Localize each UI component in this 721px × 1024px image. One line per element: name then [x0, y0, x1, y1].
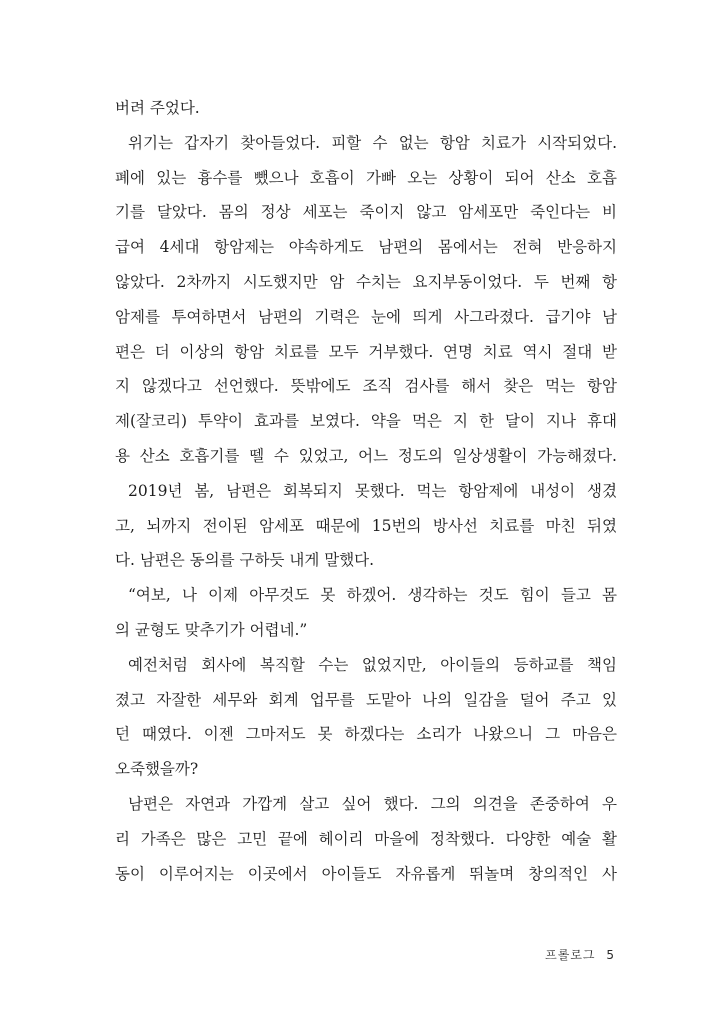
text-line: 다. 남편은 동의를 구하듯 내게 말했다.	[115, 551, 375, 570]
body-text	[115, 91, 617, 891]
text-line: 던 때였다. 이젠 그마저도 못 하겠다는 소리가 나왔으니 그 마음은	[115, 725, 617, 744]
text-line: 2019년 봄, 남편은 회복되지 못했다. 먹는 항암제에 내성이 생겼	[128, 481, 617, 500]
text-line: 리 가족은 많은 고민 끝에 헤이리 마을에 정착했다. 다양한 예술 활	[115, 829, 617, 848]
text-line: 급여 4세대 항암제는 야속하게도 남편의 몸에서는 전혀 반응하지	[115, 238, 617, 257]
chapter-label: 프롤로그	[545, 948, 596, 962]
text-line: 예전처럼 회사에 복직할 수는 없었지만, 아이들의 등하교를 책임	[128, 655, 617, 674]
text-line: 오죽했을까?	[115, 760, 199, 779]
page-number: 5	[606, 948, 615, 962]
text-line: 위기는 갑자기 찾아들었다. 피할 수 없는 항암 치료가 시작되었다.	[128, 133, 617, 152]
text-line: 고, 뇌까지 전이된 암세포 때문에 15번의 방사선 치료를 마친 뒤였	[115, 516, 617, 535]
text-line: 제(잘코리) 투약이 효과를 보였다. 약을 먹은 지 한 달이 지나 휴대	[115, 412, 617, 431]
text-line: 폐에 있는 흉수를 뺐으나 호흡이 가빠 오는 상황이 되어 산소 호흡	[115, 168, 617, 187]
text-line: 편은 더 이상의 항암 치료를 모두 거부했다. 연명 치료 역시 절대 받	[115, 342, 617, 361]
text-line: 버려 주었다.	[115, 99, 200, 117]
page-footer	[545, 946, 615, 963]
text-line: 암제를 투여하면서 남편의 기력은 눈에 띄게 사그라졌다. 급기야 남	[115, 307, 617, 326]
text-line: 용 산소 호흡기를 뗄 수 있었고, 어느 정도의 일상생활이 가능해졌다.	[115, 446, 617, 465]
text-line: 졌고 자잘한 세무와 회계 업무를 도맡아 나의 일감을 덜어 주고 있	[115, 690, 617, 709]
text-line: 않았다. 2차까지 시도했지만 암 수치는 요지부동이었다. 두 번째 항	[115, 272, 617, 291]
text-line: 지 않겠다고 선언했다. 뜻밖에도 조직 검사를 해서 찾은 먹는 항암	[115, 377, 617, 396]
text-line: 기를 달았다. 몸의 정상 세포는 죽이지 않고 암세포만 죽인다는 비	[115, 203, 617, 222]
text-line: 동이 이루어지는 이곳에서 아이들도 자유롭게 뛰놀며 창의적인 사	[115, 864, 617, 883]
text-line: “여보, 나 이제 아무것도 못 하겠어. 생각하는 것도 힘이 들고 몸	[128, 586, 617, 605]
text-line: 의 균형도 맞추기가 어렵네.”	[115, 620, 308, 639]
text-line: 남편은 자연과 가깝게 살고 싶어 했다. 그의 의견을 존중하여 우	[128, 794, 617, 813]
